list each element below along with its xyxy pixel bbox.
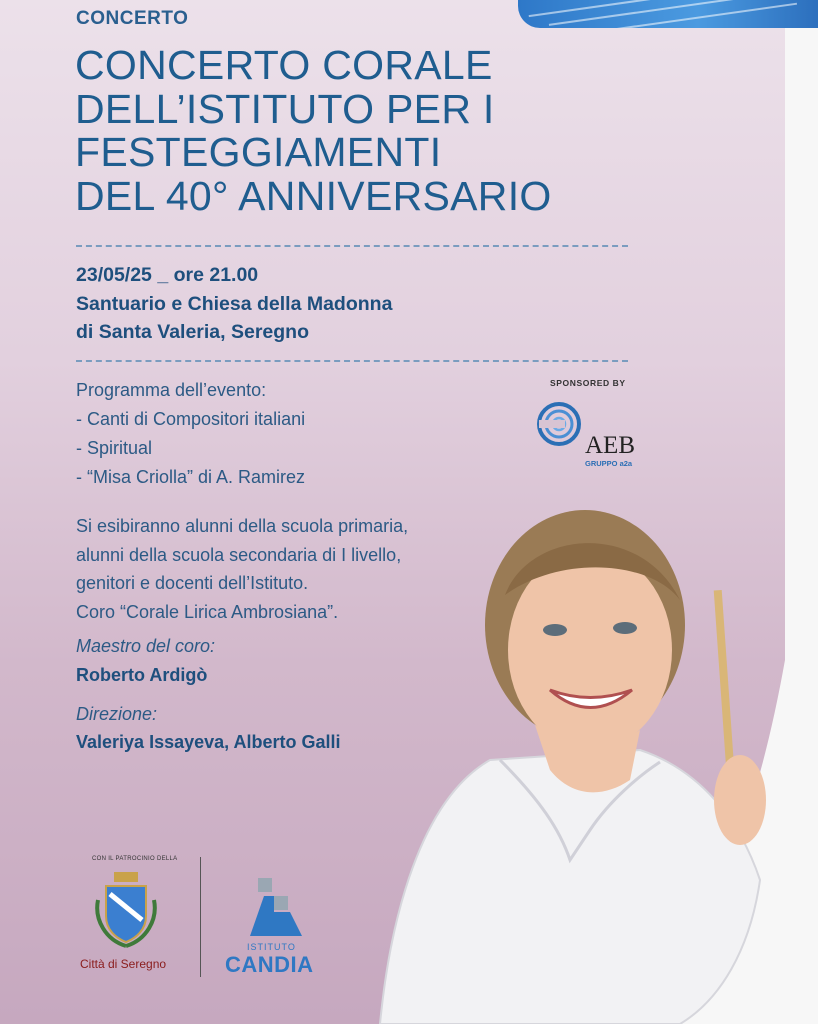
performers-line: Si esibiranno alunni della scuola primaria, (76, 516, 409, 536)
school-label-big: CANDIA (225, 952, 314, 977)
direction-label: Direzione: (76, 704, 158, 724)
sponsor-group: GRUPPO a2a (585, 459, 633, 468)
program-item: - Canti di Compositori italiani (76, 409, 306, 429)
event-kicker: CONCERTO (76, 8, 189, 29)
city-name: Città di Seregno (80, 957, 167, 971)
performers-line: Coro “Corale Lirica Ambrosiana”. (76, 601, 339, 622)
program-item: - Spiritual (76, 438, 153, 458)
child-photo (340, 500, 785, 1024)
title-line: DELL’ISTITUTO PER I (75, 85, 495, 132)
event-datetime: 23/05/25 _ ore 21.00 (76, 264, 259, 286)
school-label-small: ISTITUTO (247, 942, 296, 952)
performers-line: alunni della scuola secondaria di I livello, (76, 544, 402, 565)
city-crest-icon (92, 870, 160, 950)
title-line: DEL 40° ANNIVERSARIO (75, 172, 552, 219)
title-line: FESTEGGIAMENTI (75, 129, 442, 175)
page-margin (785, 0, 818, 1024)
top-banner-graphic (518, 0, 818, 28)
sponsor-brand: AEB (585, 432, 635, 459)
dashed-divider (76, 245, 628, 247)
conductor-label: Maestro del coro: (76, 636, 216, 656)
program-heading: Programma dell’evento: (76, 380, 267, 400)
school-logo-icon (246, 878, 306, 938)
footer-divider (200, 857, 201, 977)
dashed-divider (76, 360, 628, 362)
patronage-label: CON IL PATROCINIO DELLA (92, 856, 178, 862)
program-item: - “Misa Criolla” di A. Ramirez (76, 467, 306, 487)
event-venue-line2: di Santa Valeria, Seregno (76, 321, 310, 343)
sponsor-label: SPONSORED BY (550, 378, 626, 388)
event-venue-line1: Santuario e Chiesa della Madonna (76, 293, 393, 315)
program-list (76, 376, 305, 492)
direction-names: Valeriya Issayeva, Alberto Galli (76, 732, 341, 752)
event-title (75, 44, 695, 218)
conductor-name: Roberto Ardigò (76, 665, 208, 685)
performers-line: genitori e docenti dell’Istituto. (76, 573, 309, 593)
title-line: CONCERTO CORALE (75, 42, 493, 88)
